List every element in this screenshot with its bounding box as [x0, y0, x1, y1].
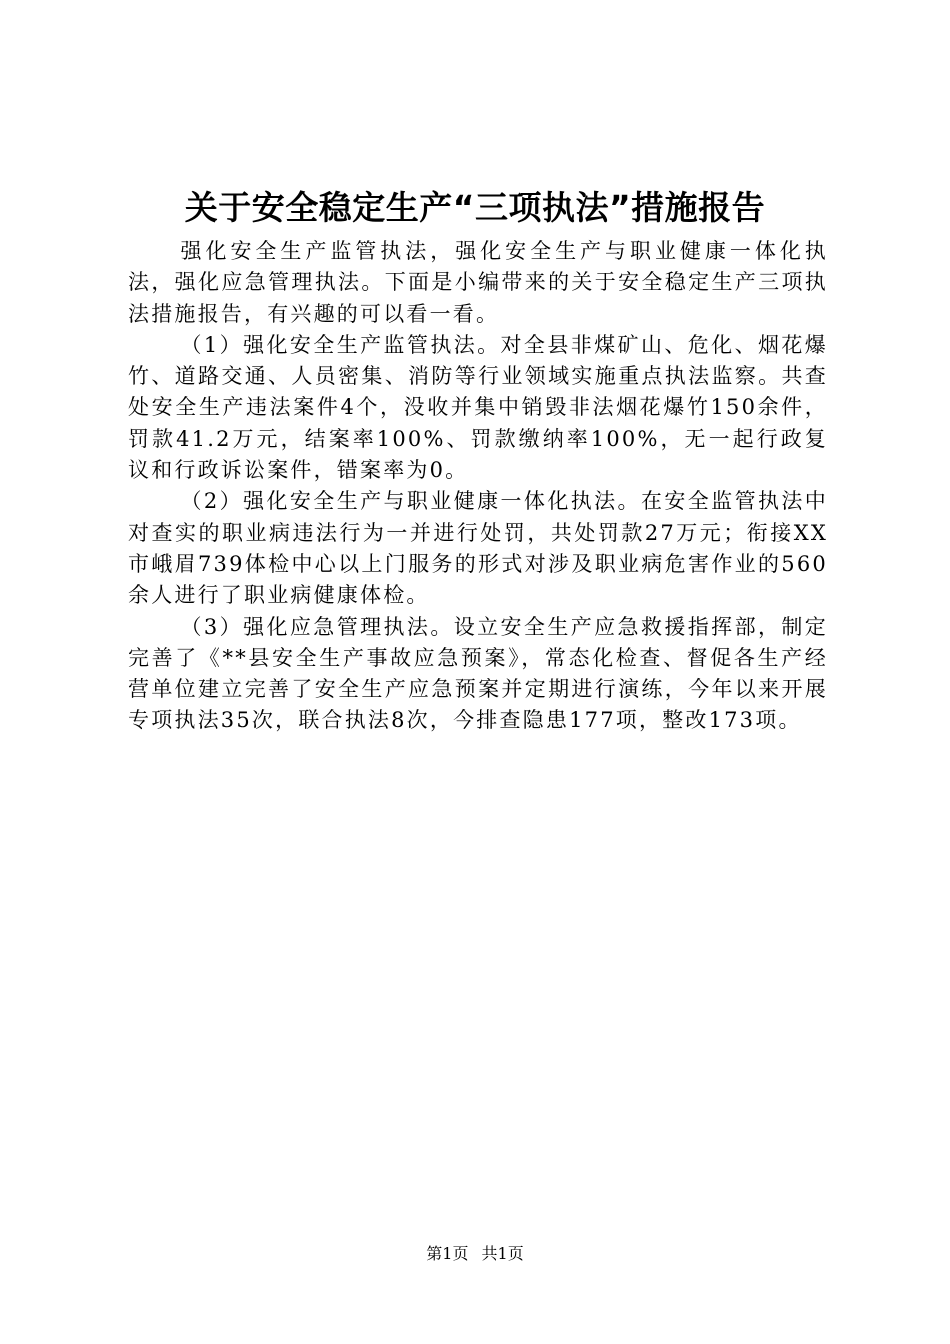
intro-paragraph: 强化安全生产监管执法，强化安全生产与职业健康一体化执法，强化应急管理执法。下面是小编带来的关于安全稳定生产三项执法措施报告，有兴趣的可以看一看。	[128, 239, 828, 326]
document-title: 关于安全稳定生产“三项执法”措施报告	[184, 188, 766, 227]
page-number: 第1页	[426, 1244, 469, 1263]
page-count: 共1页	[481, 1244, 524, 1263]
document-body	[128, 236, 828, 737]
page-footer	[0, 1243, 950, 1265]
measure-1-paragraph: （1）强化安全生产监管执法。对全县非煤矿山、危化、烟花爆竹、道路交通、人员密集、消防等行业领域实施重点执法监察。共查处安全生产违法案件4个，没收并集中销毁非法烟花爆竹150余件，罚款41.2万元，结案率100%、罚款缴纳率100%，无一起行政复议和行政诉讼案件，错案率为0。	[128, 332, 828, 483]
measure-3-paragraph: （3）强化应急管理执法。设立安全生产应急救援指挥部，制定完善了《**县安全生产事故应急预案》，常态化检查、督促各生产经营单位建立完善了安全生产应急预案并定期进行演练，今年以来开展专项执法35次，联合执法8次，今排查隐患177项，整改173项。	[128, 614, 828, 733]
measure-2-paragraph: （2）强化安全生产与职业健康一体化执法。在安全监管执法中对查实的职业病违法行为一并进行处罚，共处罚款27万元；衔接XX市峨眉739体检中心以上门服务的形式对涉及职业病危害作业的560余人进行了职业病健康体检。	[128, 489, 828, 608]
